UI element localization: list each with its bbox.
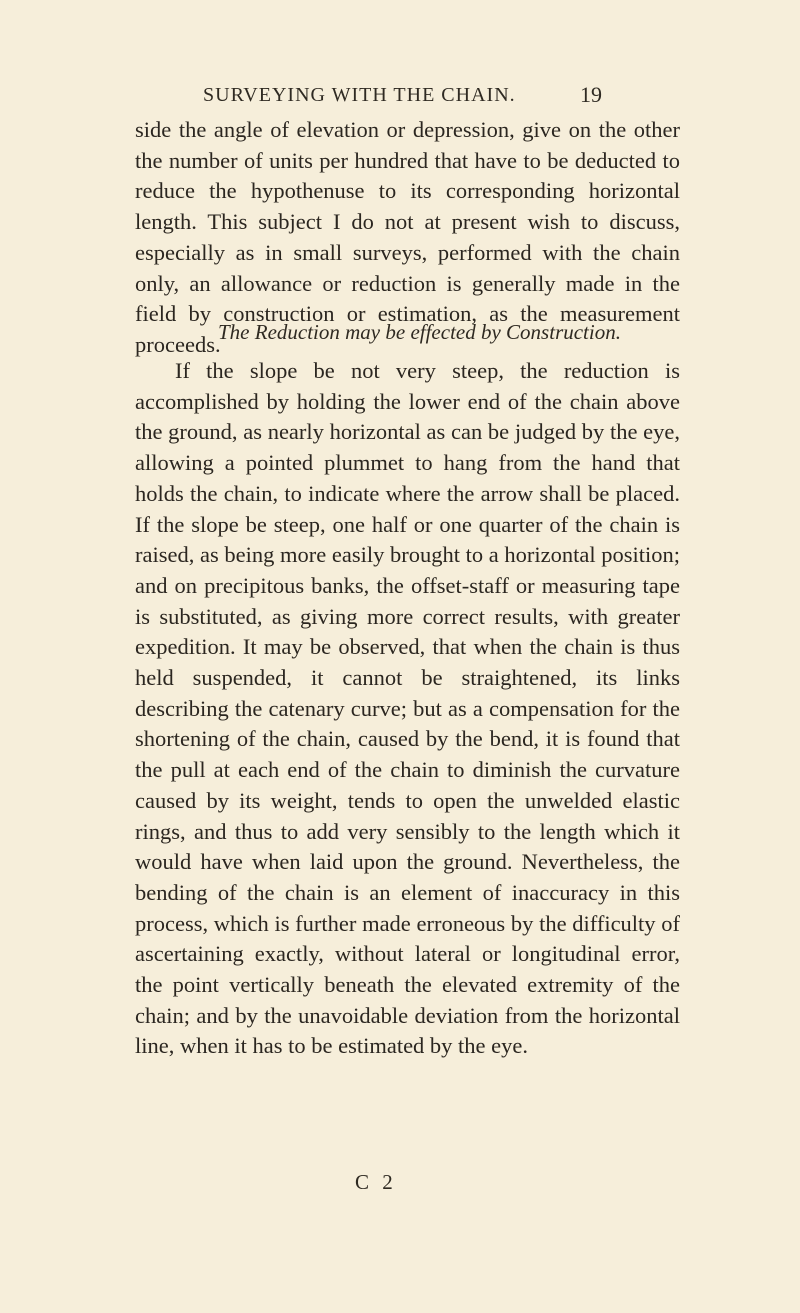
running-head: SURVEYING WITH THE CHAIN. [203,84,516,106]
section-subheading: The Reduction may be effected by Construction. [218,320,621,344]
page-number: 19 [580,82,602,107]
signature-mark: C 2 [355,1170,397,1194]
paragraph-1: side the angle of elevation or depression, give on the other the number of units per hundred that have to be deducted to reduce the hypothenuse to its corresponding horizontal length. This subject I do not at present wish to discuss, especially as in small surveys, performed with the chain only, an allowance or reduction is generally made in the field by construction or estimation, as the measurement proceeds. [135,117,680,357]
paragraph-2: If the slope be not very steep, the reduction is accomplished by holding the lower end of the chain above the ground, as nearly horizontal as can be judged by the eye, allowing a pointed plummet to hang from the hand that holds the chain, to indicate where the arrow shall be placed. If the slope be steep, one half or one quarter of the chain is raised, as being more easily brought to a horizontal position; and on precipitous banks, the offset-staff or measuring tape is substituted, as giving more correct results, with greater expedition. It may be observed, that when the chain is thus held suspended, it cannot be straightened, its links describing the catenary curve; but as a compensation for the shortening of the chain, caused by the bend, it is found that the pull at each end of the chain to diminish the curvature caused by its weight, tends to open the unwelded elastic rings, and thus to add very sensibly to the length which it would have when laid upon the ground. Nevertheless, the bending of the chain is an element of inaccuracy in this process, which is further made erroneous by the difficulty of ascertaining exactly, without lateral or longitudinal error, the point vertically beneath the elevated extremity of the chain; and by the unavoidable deviation from the horizontal line, when it has to be estimated by the eye. [135,358,680,1059]
